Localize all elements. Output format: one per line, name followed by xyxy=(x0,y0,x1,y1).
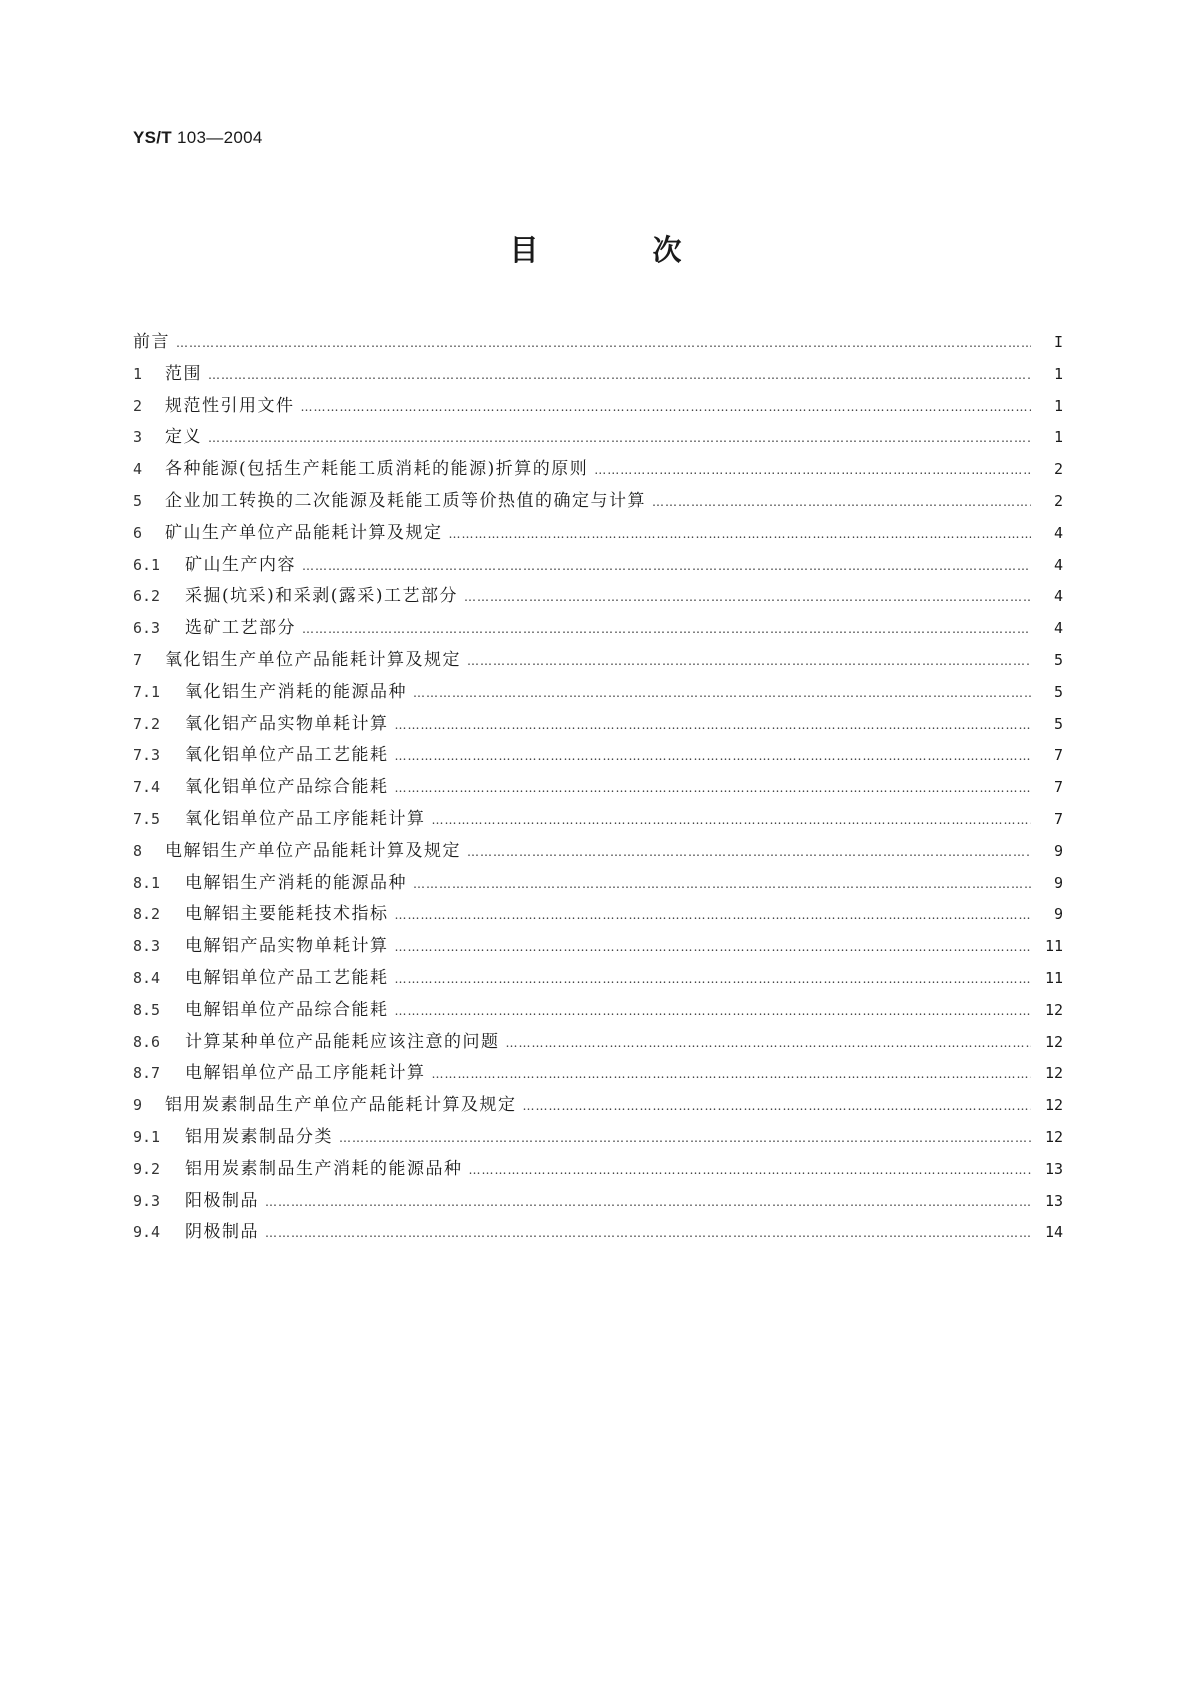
toc-entry[interactable] xyxy=(133,613,1063,645)
toc-entry-page: 1 xyxy=(1053,364,1063,383)
toc-entry[interactable] xyxy=(133,931,1063,963)
toc-entry-number: 8.1 xyxy=(133,873,161,892)
toc-entry[interactable] xyxy=(133,1186,1063,1218)
toc-entry-page: 9 xyxy=(1053,873,1063,892)
toc-leader-dots xyxy=(467,654,1031,668)
toc-leader-dots xyxy=(395,1004,1032,1018)
toc-leader-dots xyxy=(449,527,1032,541)
toc-entry-number: 9.2 xyxy=(133,1159,161,1178)
toc-entry-page: 5 xyxy=(1053,650,1063,669)
toc-leader-dots xyxy=(395,749,1032,763)
toc-leader-dots xyxy=(395,781,1032,795)
toc-entry[interactable] xyxy=(133,963,1063,995)
toc-entry[interactable] xyxy=(133,1058,1063,1090)
toc-leader-dots xyxy=(506,1036,1032,1050)
toc-entry-label: 氧化铝生产单位产品能耗计算及规定 xyxy=(165,649,461,670)
toc-entry-number: 6.3 xyxy=(133,619,161,638)
toc-entry-label: 前言 xyxy=(133,332,170,352)
toc-entry[interactable] xyxy=(133,550,1063,582)
toc-entry-number: 6.2 xyxy=(133,587,161,606)
toc-entry-label: 氧化铝生产消耗的能源品种 xyxy=(185,681,407,702)
toc-entry[interactable] xyxy=(133,1122,1063,1154)
toc-leader-dots xyxy=(176,336,1031,350)
toc-entry-label: 矿山生产内容 xyxy=(185,554,296,575)
toc-leader-dots xyxy=(265,1226,1031,1240)
toc-entry-page: 4 xyxy=(1053,619,1063,638)
toc-entry-number: 7.2 xyxy=(133,714,161,733)
toc-entry-label: 各种能源(包括生产耗能工质消耗的能源)折算的原则 xyxy=(165,459,589,480)
toc-entry[interactable] xyxy=(133,740,1063,772)
toc-entry[interactable] xyxy=(133,1090,1063,1122)
toc-entry[interactable] xyxy=(133,995,1063,1027)
toc-entry-label: 电解铝主要能耗技术指标 xyxy=(185,904,389,925)
toc-entry[interactable] xyxy=(133,868,1063,900)
toc-entry-page: 7 xyxy=(1053,809,1063,828)
toc-entry-page: 12 xyxy=(1044,1000,1063,1019)
toc-entry[interactable] xyxy=(133,677,1063,709)
table-of-contents xyxy=(133,327,1063,1249)
toc-entry-page: 7 xyxy=(1053,746,1063,765)
toc-leader-dots xyxy=(413,686,1031,700)
toc-entry-page: 13 xyxy=(1044,1159,1063,1178)
toc-entry-page: 4 xyxy=(1053,523,1063,542)
toc-leader-dots xyxy=(652,495,1031,509)
toc-entry-page: 4 xyxy=(1053,587,1063,606)
toc-entry-label: 电解铝单位产品工序能耗计算 xyxy=(185,1063,426,1084)
toc-leader-dots xyxy=(432,1067,1032,1081)
toc-entry-label: 氧化铝单位产品工艺能耗 xyxy=(185,745,389,766)
toc-entry-number: 5 xyxy=(133,491,143,510)
toc-entry-label: 氧化铝产品实物单耗计算 xyxy=(185,713,389,734)
toc-entry-label: 氧化铝单位产品工序能耗计算 xyxy=(185,808,426,829)
toc-entry[interactable] xyxy=(133,486,1063,518)
toc-entry-page: I xyxy=(1053,333,1063,351)
toc-leader-dots xyxy=(208,431,1031,445)
toc-entry-number: 6.1 xyxy=(133,555,161,574)
toc-leader-dots xyxy=(265,1195,1031,1209)
toc-entry-number: 6 xyxy=(133,523,143,542)
toc-entry-page: 5 xyxy=(1053,714,1063,733)
toc-leader-dots xyxy=(469,1163,1032,1177)
toc-entry-number: 7.4 xyxy=(133,778,161,797)
toc-leader-dots xyxy=(594,463,1031,477)
toc-entry[interactable] xyxy=(133,581,1063,613)
toc-entry-label: 采掘(坑采)和采剥(露采)工艺部分 xyxy=(185,586,459,607)
toc-leader-dots xyxy=(464,590,1031,604)
toc-entry-label: 阳极制品 xyxy=(185,1190,259,1211)
document-code-prefix: YS/T xyxy=(133,128,172,147)
toc-entry-page: 13 xyxy=(1044,1191,1063,1210)
toc-entry-page: 2 xyxy=(1053,491,1063,510)
toc-entry[interactable] xyxy=(133,454,1063,486)
toc-entry-label: 氧化铝单位产品综合能耗 xyxy=(185,777,389,798)
toc-entry-page: 12 xyxy=(1044,1127,1063,1146)
toc-entry[interactable] xyxy=(133,518,1063,550)
toc-entry-number: 9 xyxy=(133,1096,143,1115)
toc-entry-page: 1 xyxy=(1053,428,1063,447)
toc-entry-number: 8.7 xyxy=(133,1064,161,1083)
toc-entry-label: 范围 xyxy=(165,363,202,384)
toc-entry-number: 9.4 xyxy=(133,1223,161,1242)
toc-entry[interactable] xyxy=(133,709,1063,741)
toc-entry-number: 8.5 xyxy=(133,1000,161,1019)
toc-entry-page: 9 xyxy=(1053,905,1063,924)
toc-entry-number: 8.2 xyxy=(133,905,161,924)
toc-leader-dots xyxy=(395,972,1032,986)
toc-entry-page: 4 xyxy=(1053,555,1063,574)
toc-entry-label: 铝用炭素制品生产消耗的能源品种 xyxy=(185,1158,463,1179)
toc-entry[interactable] xyxy=(133,836,1063,868)
toc-entry-label: 规范性引用文件 xyxy=(165,395,295,416)
toc-leader-dots xyxy=(395,718,1032,732)
toc-leader-dots xyxy=(395,940,1032,954)
toc-entry[interactable] xyxy=(133,1027,1063,1059)
toc-leader-dots xyxy=(523,1099,1032,1113)
toc-entry-page: 2 xyxy=(1053,460,1063,479)
toc-entry-label: 矿山生产单位产品能耗计算及规定 xyxy=(165,522,443,543)
toc-leader-dots xyxy=(432,813,1032,827)
toc-entry[interactable] xyxy=(133,804,1063,836)
toc-entry-number: 8.6 xyxy=(133,1032,161,1051)
toc-entry-number: 7 xyxy=(133,650,143,669)
toc-leader-dots xyxy=(208,368,1031,382)
toc-entry[interactable] xyxy=(133,772,1063,804)
toc-entry[interactable] xyxy=(133,1217,1063,1249)
toc-entry-label: 铝用炭素制品分类 xyxy=(185,1126,333,1147)
toc-entry-number: 9.1 xyxy=(133,1127,161,1146)
toc-entry-page: 12 xyxy=(1044,1096,1063,1115)
toc-entry-label: 铝用炭素制品生产单位产品能耗计算及规定 xyxy=(165,1095,517,1116)
toc-entry-page: 11 xyxy=(1044,968,1063,987)
toc-entry-page: 11 xyxy=(1044,937,1063,956)
toc-entry-number: 8.4 xyxy=(133,968,161,987)
toc-entry-page: 12 xyxy=(1044,1032,1063,1051)
document-code-number: 103—2004 xyxy=(172,128,263,147)
document-code xyxy=(133,128,263,148)
toc-entry-page: 12 xyxy=(1044,1064,1063,1083)
toc-entry-label: 定义 xyxy=(165,427,202,448)
toc-title: 目 次 xyxy=(509,233,734,267)
toc-entry[interactable] xyxy=(133,391,1063,423)
toc-entry[interactable] xyxy=(133,899,1063,931)
toc-entry[interactable] xyxy=(133,327,1063,359)
toc-entry-number: 7.1 xyxy=(133,682,161,701)
toc-entry-label: 电解铝生产消耗的能源品种 xyxy=(185,872,407,893)
toc-entry-label: 选矿工艺部分 xyxy=(185,618,296,639)
toc-entry-label: 电解铝产品实物单耗计算 xyxy=(185,936,389,957)
toc-entry-number: 9.3 xyxy=(133,1191,161,1210)
toc-entry-label: 阴极制品 xyxy=(185,1222,259,1243)
toc-leader-dots xyxy=(339,1131,1031,1145)
toc-leader-dots xyxy=(302,559,1031,573)
toc-entry-label: 电解铝生产单位产品能耗计算及规定 xyxy=(165,840,461,861)
toc-entry-number: 3 xyxy=(133,428,143,447)
toc-leader-dots xyxy=(467,845,1031,859)
toc-leader-dots xyxy=(395,908,1032,922)
toc-entry[interactable] xyxy=(133,422,1063,454)
toc-leader-dots xyxy=(301,400,1032,414)
toc-entry-label: 计算某种单位产品能耗应该注意的问题 xyxy=(185,1031,500,1052)
toc-entry-number: 1 xyxy=(133,364,143,383)
toc-leader-dots xyxy=(413,877,1031,891)
toc-entry-page: 9 xyxy=(1053,841,1063,860)
toc-entry-label: 电解铝单位产品综合能耗 xyxy=(185,999,389,1020)
toc-entry-number: 4 xyxy=(133,460,143,479)
toc-entry[interactable] xyxy=(133,1154,1063,1186)
toc-entry-label: 电解铝单位产品工艺能耗 xyxy=(185,967,389,988)
toc-entry-page: 14 xyxy=(1044,1223,1063,1242)
toc-entry-number: 7.5 xyxy=(133,809,161,828)
toc-entry-label: 企业加工转换的二次能源及耗能工质等价热值的确定与计算 xyxy=(165,490,646,511)
toc-entry-page: 7 xyxy=(1053,778,1063,797)
toc-entry-number: 7.3 xyxy=(133,746,161,765)
toc-entry-page: 5 xyxy=(1053,682,1063,701)
toc-entry-number: 2 xyxy=(133,396,143,415)
toc-entry-number: 8.3 xyxy=(133,937,161,956)
toc-entry[interactable] xyxy=(133,645,1063,677)
toc-entry-number: 8 xyxy=(133,841,143,860)
toc-entry[interactable] xyxy=(133,359,1063,391)
toc-entry-page: 1 xyxy=(1053,396,1063,415)
toc-leader-dots xyxy=(302,622,1031,636)
